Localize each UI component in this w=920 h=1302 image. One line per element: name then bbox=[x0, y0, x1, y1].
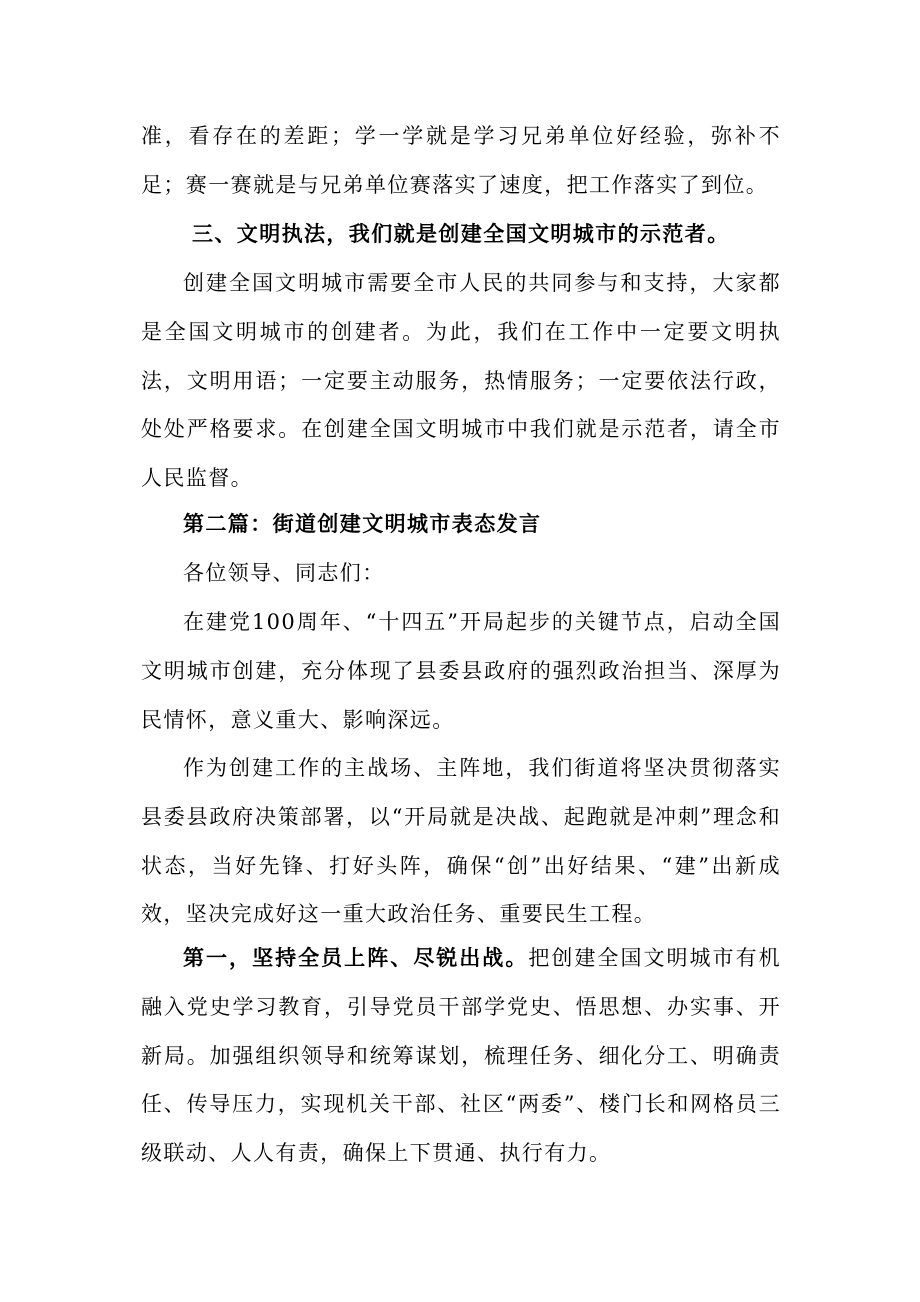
section-heading-three: 三、文明执法，我们就是创建全国文明城市的示范者。 bbox=[192, 221, 730, 246]
greeting-line: 各位领导、同志们： bbox=[183, 561, 385, 585]
part-two-title: 第二篇：街道创建文明城市表态发言 bbox=[183, 511, 542, 536]
create-city-paragraph: 创建全国文明城市需要全市人民的共同参与和支持，大家都是全国文明城市的创建者。为此，我们在工作中一定要文明执法，文明用语；一定要主动服务，热情服务；一定要依法行政，处处严格要求。在创建全国文明城市中我们就是示范者，请全市人民监督。 bbox=[141, 271, 781, 491]
continuation-paragraph: 准，看存在的差距；学一学就是学习兄弟单位好经验，弥补不足；赛一赛就是与兄弟单位赛落实了速度，把工作落实了到位。 bbox=[141, 124, 781, 197]
first-point-paragraph bbox=[141, 934, 781, 1178]
party-anniversary-paragraph: 在建党100周年、“十四五”开局起步的关键节点，启动全国文明城市创建，充分体现了县委县政府的强烈政治担当、深厚为民情怀，意义重大、影响深远。 bbox=[141, 610, 781, 732]
first-point-body: 把创建全国文明城市有机融入党史学习教育，引导党员干部学党史、悟思想、办实事、开新局。加强组织领导和统筹谋划，梳理任务、细化分工、明确责任、传导压力，实现机关干部、社区“两委”、楼门长和网格员三级联动、人人有责，确保上下贯通、执行有力。 bbox=[141, 946, 781, 1166]
first-point-lead: 第一，坚持全员上阵、尽锐出战。 bbox=[183, 945, 529, 970]
main-battlefield-paragraph: 作为创建工作的主战场、主阵地，我们街道将坚决贯彻落实县委县政府决策部署，以“开局就是决战、起跑就是冲刺”理念和状态，当好先锋、打好头阵，确保“创”出好结果、“建”出新成效，坚决完成好这一重大政治任务、重要民生工程。 bbox=[141, 756, 781, 927]
